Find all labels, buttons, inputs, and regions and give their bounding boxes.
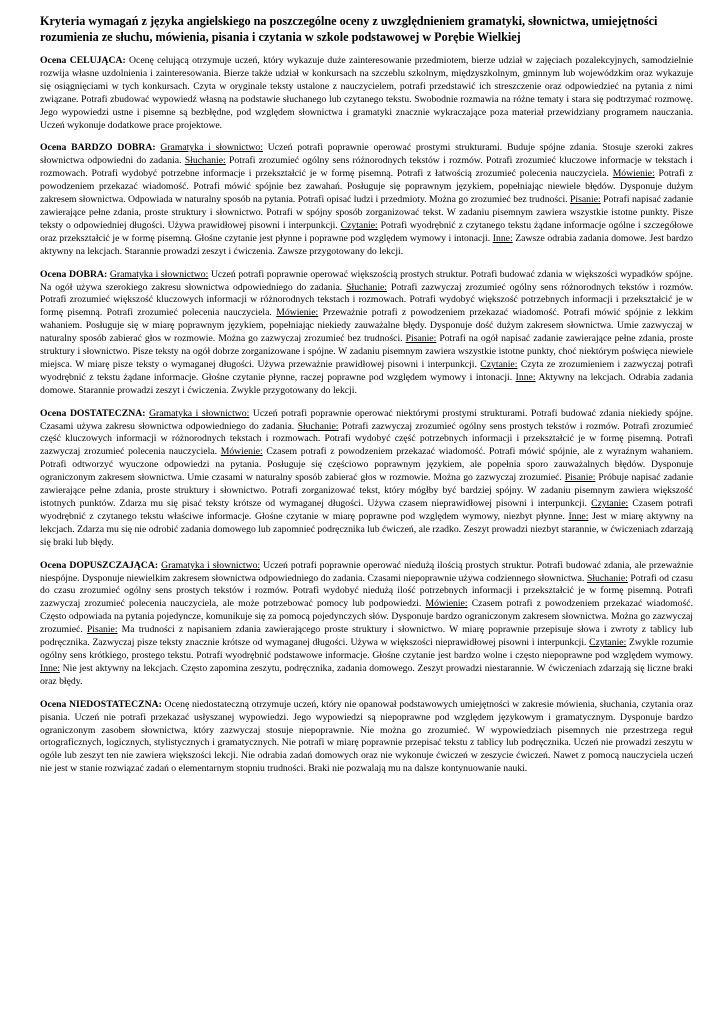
grade-heading: Ocena DOPUSZCZAJĄCA: (40, 559, 159, 571)
category-text-other: Aktywny na lekcjach. Odrabia zadania domowe. Starannie prowadzi zeszyt i ćwiczenia. Zwykle przygotowany do lekcji. (40, 371, 693, 396)
grade-heading: Ocena NIEDOSTATECZNA: (40, 698, 162, 710)
category-text-reading: Czyta ze zrozumieniem i zazwyczaj potrafi wyodrębnić z tekstu żądane informacje. Głośne czytanie płynne, raczej poprawne pod względem wymowy i intonacji. (40, 358, 694, 383)
category-label-listening: Słuchanie: (586, 572, 628, 584)
section-bardzo-dobra (40, 142, 693, 258)
category-text-writing: Potrafi napisać zadanie zawierające pełne zdania, proste struktury i słownictwo. Potrafi w spójny sposób zorganizować tekst. W zadaniu pisemnym zawiera wszystkie istotne punkty. Pisze teksty o odpowiedniej długości. Używa prawidłowej pisowni i interpunkcji. (40, 194, 694, 231)
section-text: Ocenę niedostateczną otrzymuje uczeń, który nie opanował podstawowych umiejętności w zakresie mówienia, słuchania, czytania oraz pisania. Uczeń nie potrafi przekazać usłyszanej wypowiedzi. Jego wypowiedzi są niepoprawne pod względem językowym i gramatycznym. Dysponuje bardzo ograniczonym zasobem słownictwa, który zazwyczaj stosuje niepoprawnie. Nie można go zrozumieć. W wypowiedziach pisemnych nie przestrzega reguł ortograficznych, logicznych, stylistycznych i gramatycznych. Nie potrafi w miarę poprawnie przepisać tekstu z tablicy lub podręcznika. Uczeń nie prowadzi zeszytu w ogóle lub zeszyt ten nie zawiera większości lekcji. Nie odrabia zadań domowych oraz nie wykonuje ćwiczeń w zeszycie ćwiczeń. Nawet z pomocą nauczyciela uczeń nie jest w stanie rozwiązać zadań o elementarnym stopniu trudności. Braki nie pozwalają mu na dalsze kontynuowanie nauki. (40, 698, 693, 775)
category-text-writing: Potrafi na ogół napisać zadanie zawierające pełne zdania, proste struktury i słownictwo. Pisze teksty na ogół dobrze zorganizowane i spójne. W zadaniu pisemnym zawiera wszystkie istotne punkty, choć niektórym poświęca niewiele miejsca. W miarę pisze teksty o wymaganej długości. Używa przeważnie prawidłowej pisowni i interpunkcji. (40, 333, 693, 370)
category-label-grammar: Gramatyka i słownictwo: (149, 407, 250, 419)
category-label-speaking: Mówienie: (220, 446, 263, 458)
category-label-listening: Słuchanie: (297, 420, 339, 432)
category-text-writing: Ma trudności z napisaniem zdania zawierającego proste struktury i słownictwo. W miarę poprawnie przepisuje słowa i zwroty z tablicy lub podręcznika. Zazwyczaj pisze teksty znacznie krótsze od wymaganej długości. Używa w większości nieprawidłowej pisowni i interpunkcji. (40, 624, 693, 649)
category-label-reading: Czytanie: (480, 358, 518, 370)
category-label-writing: Pisanie: (405, 333, 437, 345)
category-label-other: Inne: (568, 510, 589, 522)
category-label-writing: Pisanie: (86, 624, 118, 636)
category-text-other: Zawsze odrabia zadania domowe. Jest bardzo aktywny na lekcjach. Starannie prowadzi zeszyt i ćwiczenia. Zawsze przygotowany do lekcji. (40, 232, 694, 257)
section-dopuszczajaca (40, 560, 693, 689)
category-text-grammar: Uczeń potrafi poprawnie operować niedużą ilością prostych struktur. Potrafi budować zdania, ale przeważnie niespójne. Dysponuje niewielkim zakresem słownictwa odpowiedniego do zadania. Czasami niepoprawnie używa codziennego słownictwa. (40, 559, 694, 584)
grade-heading: Ocena BARDZO DOBRA: (40, 142, 156, 154)
category-label-writing: Pisanie: (570, 194, 601, 206)
grade-heading: Ocena DOBRA: (40, 268, 108, 280)
category-label-grammar: Gramatyka i słownictwo: (109, 268, 209, 280)
category-text-reading: Zwykle rozumie ogólny sens krótkiego, prostego tekstu. Potrafi wyodrębnić podstawowe informacje. Głośne czytanie jest bardzo wolne i często niepoprawne pod względem wymowy. (40, 637, 693, 661)
category-label-other: Inne: (40, 662, 60, 674)
category-text-grammar: Uczeń potrafi poprawnie operować niektórymi prostymi strukturami. Potrafi budować zdania niekiedy spójne. Czasami używa zakresu słownictwa odpowiedniego do zadania. (40, 407, 693, 432)
category-label-writing: Pisanie: (564, 472, 596, 484)
category-text-speaking: Czasem potrafi z powodzeniem przekazać wiadomość. Często odpowiada na pytania pojedyncze, komunikuje się za pomocą pojedynczych słów. Dysponuje bardzo ograniczonym zakresem słownictwa. Można go zazwyczaj zrozumieć. (40, 598, 694, 636)
category-label-other: Inne: (515, 371, 536, 383)
section-dobra (40, 269, 693, 398)
category-label-speaking: Mówienie: (276, 307, 319, 319)
grade-heading: Ocena DOSTATECZNA: (40, 407, 146, 419)
category-text-listening: Potrafi zazwyczaj zrozumieć ogólny sens prostych tekstów i rozmów. Potrafi zrozumieć część kluczowych informacji w różnorodnych tekstach i rozmowach. Potrafi wydobyć część potrzebnych informacji i przekształcić je w formę pisemną. Potrafi zazwyczaj zrozumieć polecenia nauczyciela. (40, 420, 694, 458)
category-label-grammar: Gramatyka i słownictwo: (161, 559, 261, 571)
section-celujaca (40, 55, 693, 132)
category-text-grammar: Uczeń potrafi poprawnie operować prostymi strukturami. Buduje spójne zdania. Stosuje szeroki zakres słownictwa odpowiedni do zadania. (40, 142, 693, 167)
category-text-reading: Potrafi wyodrębnić z czytanego tekstu żądane informacje ogólne i szczegółowe oraz przekształcić je w formę pisemną. Głośne czytanie jest płynne i poprawne pod względem wymowy i intonacji. (40, 219, 694, 244)
category-text-speaking: Przeważnie potrafi z powodzeniem przekazać wiadomość. Potrafi mówić spójnie z lekkim wahaniem. Posługuje się w miarę poprawnym językiem, popełniając niekiedy zauważalne błędy. Dysponuje dość dużym zakresem słownictwa. Umie zazwyczaj w naturalny sposób zabierać głos w rozmowie. Można go zazwyczaj zrozumieć bez trudności. (40, 307, 694, 345)
section-dostateczna (40, 408, 693, 550)
category-text-listening: Potrafi zrozumieć ogólny sens różnorodnych tekstów i rozmów. Potrafi zrozumieć kluczowe informacje w tekstach i rozmowach. Potrafi wydobyć potrzebne informacje i przekształcić je w formę pisemną. Potrafi z łatwością zrozumieć polecenia nauczyciela. (40, 155, 693, 180)
category-label-reading: Czytanie: (340, 219, 378, 231)
category-label-listening: Słuchanie: (346, 281, 388, 293)
category-label-listening: Słuchanie: (184, 155, 226, 167)
category-text-writing: Próbuje napisać zadanie zawierające pełne zdania, proste struktury i słownictwo. Potrafi zorganizować tekst, który mógłby być bardziej spójny. W zadaniu pisemnym zawiera większość istotnych punktów. Zdarza mu się pisać teksty krótsze od wymaganej długości. Używa czasem nieprawidłowej pisowni i interpunkcji. (40, 472, 694, 509)
category-text-reading: Czasem potrafi wyodrębnić z czytanego tekstu właściwe informacje. Głośne czytanie w miarę poprawne pod względem wymowy, niezbyt płynne. (40, 498, 694, 522)
section-text: Ocenę celującą otrzymuje uczeń, który wykazuje duże zainteresowanie przedmiotem, bierze udział w zajęciach pozalekcyjnych, samodzielnie rozwija własne uzdolnienia i zainteresowania. Bierze także udział w konkursach na szczeblu szkolnym, międzyszkolnym, gminnym lub wojewódzkim oraz wykazuje się osiągnięciami w tych konkursach. Czyta w oryginale teksty ustalone z nauczycielem, potrafi przedstawić ich streszczenie oraz odpowiedzieć na pytania z nimi związane. Potrafi zbudować wypowiedź własną na podstawie słuchanego lub czytanego tekstu. Swobodnie rozmawia na różne tematy i stara się podtrzymać rozmowę. Jego wypowiedzi ustne i pisemne są bezbłędne, pod względem słownictwa i gramatyki znacznie wykraczające poza materiał przewidziany programem nauczania. Uczeń wykonuje dodatkowe prace projektowe. (40, 55, 694, 131)
category-text-listening: Potrafi od czasu do czasu zrozumieć ogólny sens prostych tekstów i rozmów. Potrafi wydobyć niedużą ilość potrzebnych informacji i przekształcić je w formę pisemną. Potrafi zazwyczaj zrozumieć polecenia nauczyciela, ale może potrzebować pomocy lub podpowiedzi. (40, 572, 693, 610)
category-text-speaking: Potrafi z powodzeniem przekazać wiadomość. Potrafi mówić spójnie bez zawahań. Posługuje się poprawnym językiem, popełniając niewiele błędów. Dysponuje dużym zakresem słownictwa. Odpowiada w naturalny sposób na pytania. Potrafi opisać ludzi i przedmioty. Można go zrozumieć bez trudności. (40, 168, 694, 206)
category-text-other: Jest w miarę aktywny na lekcjach. Zdarza mu się nie odrobić zadania domowego lub zapomnieć podręcznika lub ćwiczeń, ale rzadko. Zeszyt prowadzi niezbyt starannie, w ćwiczeniach zdarzają się braki lub błędy. (40, 510, 693, 548)
category-label-reading: Czytanie: (589, 637, 627, 649)
category-label-grammar: Gramatyka i słownictwo: (160, 142, 263, 154)
grade-heading: Ocena CELUJĄCA: (40, 55, 126, 66)
category-label-speaking: Mówienie: (425, 598, 468, 610)
category-label-speaking: Mówienie: (612, 168, 655, 180)
category-text-other: Nie jest aktywny na lekcjach. Często zapomina zeszytu, podręcznika, zadania domowego. Zeszyt prowadzi niestarannie. W ćwiczeniach zdarzają się liczne braki oraz błędy. (40, 662, 693, 687)
category-text-speaking: Czasem potrafi z powodzeniem przekazać wiadomość. Potrafi mówić spójnie, ale z wyraźnym wahaniem. Potrafi odtworzyć wyuczone odpowiedzi na pytania. Posługuje się częściowo poprawnym językiem, ale popełnia sporo zauważalnych błędów. Dysponuje ograniczonym zakresem słownictwa. Umie czasami w naturalny sposób zabierać głos w rozmowie. Można go zazwyczaj zrozumieć. (40, 446, 694, 484)
section-niedostateczna (40, 699, 693, 776)
category-text-grammar: Uczeń potrafi poprawnie operować większością prostych struktur. Potrafi budować zdania w większości wypadków spójne. Na ogół używa szerokiego zakresu słownictwa odpowiedniego do zadania. (40, 268, 694, 293)
category-text-listening: Potrafi zazwyczaj zrozumieć ogólny sens różnorodnych tekstów i rozmów. Potrafi zrozumieć większość kluczowych informacji w różnorodnych tekstach i rozmowach. Potrafi wydobyć większość potrzebnych informacji i przekształcić je w formę pisemną. Potrafi zrozumieć polecenia nauczyciela. (40, 281, 694, 319)
category-label-other: Inne: (492, 232, 513, 244)
category-label-reading: Czytanie: (591, 498, 629, 509)
document-title: Kryteria wymagań z języka angielskiego na poszczególne oceny z uwzględnieniem gramatyki, słownictwa, umiejętności rozumienia ze słuchu, mówienia, pisania i czytania w szkole podstawowej w Porębie Wielkiej (40, 14, 658, 44)
